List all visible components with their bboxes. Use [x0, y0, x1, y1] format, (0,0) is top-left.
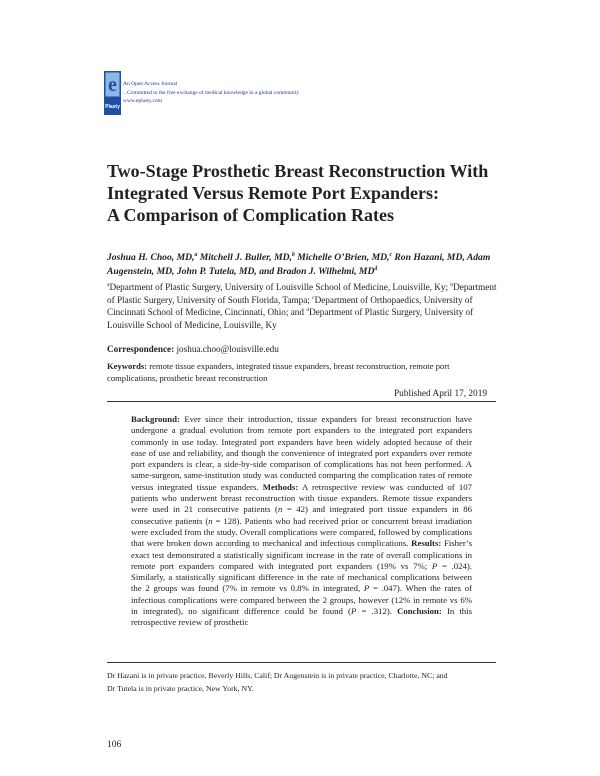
title-line-2: Integrated Versus Remote Port Expanders: — [107, 183, 439, 203]
divider-bottom — [107, 662, 496, 663]
journal-tagline — [123, 80, 299, 106]
author-affil-mark: c — [389, 251, 392, 258]
footnote — [107, 670, 497, 695]
keywords-value: remote tissue expanders, integrated tissue expanders, breast reconstruction, remote port complications, prosthetic breast reconstruction — [107, 361, 450, 384]
correspondence-email[interactable]: joshua.choo@louisville.edu — [176, 344, 279, 354]
results-text-1: Fisher’s exact test demonstrated a statistically significant increase in the rate of overall complications in remote port expanders compared with integrated port expanders (19% vs 7%; — [131, 538, 472, 571]
author: Adam Augenstein, MD, — [107, 252, 491, 277]
keywords — [107, 360, 497, 385]
affiliation-a: Department of Plastic Surgery, University of Louisville School of Medicine, Louisville, Ky; — [109, 282, 449, 292]
keywords-label: Keywords: — [107, 361, 148, 371]
author-affil-mark: a — [194, 251, 198, 258]
footnote-line-1: Dr Hazani is in private practice, Beverly Hills, Calif; Dr Augenstein is in private practice, Charlotte, NC; and — [107, 671, 448, 680]
background-text: Ever since their introduction, tissue expanders for breast reconstruction have undergone a gradual evolution from remote port expanders to the integrated port expanders commonly in use today. Integrated port expanders have been widely adopted because of their ease of use and reliability, and though the convenience of integrated port expanders over remote port expanders is clear, a side-by-side comparison of complications has not been performed. A same-surgeon, same-institution study was conducted comparing the complication rates of remote versus integrated tissue expanders. — [131, 414, 473, 492]
affiliation-d: Department of Plastic Surgery, University of Louisville School of Medicine, Louisville, Ky — [107, 307, 474, 330]
author: Michelle O’Brien, MD, — [297, 252, 390, 263]
methods-label: Methods: — [262, 481, 299, 492]
journal-url[interactable]: www.eplasty.com — [123, 98, 162, 104]
logo-letter: e — [108, 74, 117, 96]
methods-n-1: n — [277, 504, 283, 515]
affiliations: $^a$Department of Plastic Surgery, University of Louisville School of Medicine, Louisville, Ky; $^b$Department of Plastic Surgery, University of South Florida, Tampa; $^c$Department of Orthopaedics, University of Cincinnati School of Medicine, Cincinnati, Ohio; and $^d$Department of Plastic Surgery, University of Louisville School of Medicine, Louisville, Ky — [107, 281, 497, 330]
author: Mitchell J. Buller, MD, — [199, 252, 292, 263]
divider-top — [107, 401, 496, 402]
affiliation-b: Department of Plastic Surgery, University of South Florida, Tampa; — [107, 282, 497, 305]
conclusion-text: In this retrospective review of prosthetic — [131, 606, 473, 628]
results-p-3: P — [350, 606, 357, 617]
results-text-3: = .047). When the rates of infectious complications were compared between the 2 groups, however (12% in remote vs 6% in integrated), no significant difference could be found ( — [131, 583, 472, 617]
methods-text-1: A retrospective review was conducted of 107 patients who underwent breast reconstruction with tissue expanders. Remote tissue expanders were used in 21 consecutive patients ( — [131, 481, 472, 515]
results-label: Results: — [411, 538, 442, 549]
abstract — [131, 414, 472, 629]
page-number: 106 — [107, 740, 122, 750]
author: John P. Tutela, MD, — [176, 266, 257, 277]
methods-n-2: n — [208, 515, 213, 526]
results-p-1: P — [431, 560, 438, 571]
title-line-3: A Comparison of Complication Rates — [107, 205, 394, 225]
correspondence-label: Correspondence: — [107, 344, 175, 354]
author: Joshua H. Choo, MD, — [107, 252, 195, 263]
title-line-1: Two-Stage Prosthetic Breast Reconstruction With — [107, 161, 489, 181]
results-text-2: = .024). Similarly, a statistically significant difference in the rate of mechanical complications between the 2 groups was found (7% in remote vs 0.8% in integrated, — [131, 560, 472, 594]
paper-title — [107, 160, 527, 226]
published-date: Published April 17, 2019 — [394, 389, 487, 399]
author: Ron Hazani, MD, — [394, 252, 465, 263]
author: and Bradon J. Wilhelmi, MD — [259, 266, 375, 277]
tagline-line-1: An Open Access Journal — [123, 81, 178, 87]
footnote-line-2: Dr Tutela is in private practice, New York, NY. — [107, 683, 254, 693]
methods-text-3: = 128). Patients who had received prior or concurrent breast irradiation were excluded from the study. Overall complications were compared, followed by complications that were broken down according to mechanical and infectious complications. — [131, 515, 473, 549]
conclusion-label: Conclusion: — [397, 606, 442, 617]
correspondence — [107, 343, 279, 355]
author-list — [107, 251, 495, 279]
author-affil-mark: b — [291, 251, 295, 258]
results-text-4: = .312). — [356, 606, 392, 617]
logo-word: Plasty — [105, 104, 120, 110]
affiliation-c: Department of Orthopaedics, University of Cincinnati School of Medicine, Cincinnati, Ohio; and — [107, 294, 473, 318]
tagline-line-2: ...Committed to the free exchange of medical knowledge in a global community — [123, 89, 299, 96]
author-affil-mark: d — [374, 265, 378, 272]
background-label: Background: — [131, 414, 180, 424]
results-p-2: P — [363, 583, 370, 594]
methods-text-2: = 42) and integrated port tissue expanders in 86 consecutive patients ( — [131, 504, 472, 526]
